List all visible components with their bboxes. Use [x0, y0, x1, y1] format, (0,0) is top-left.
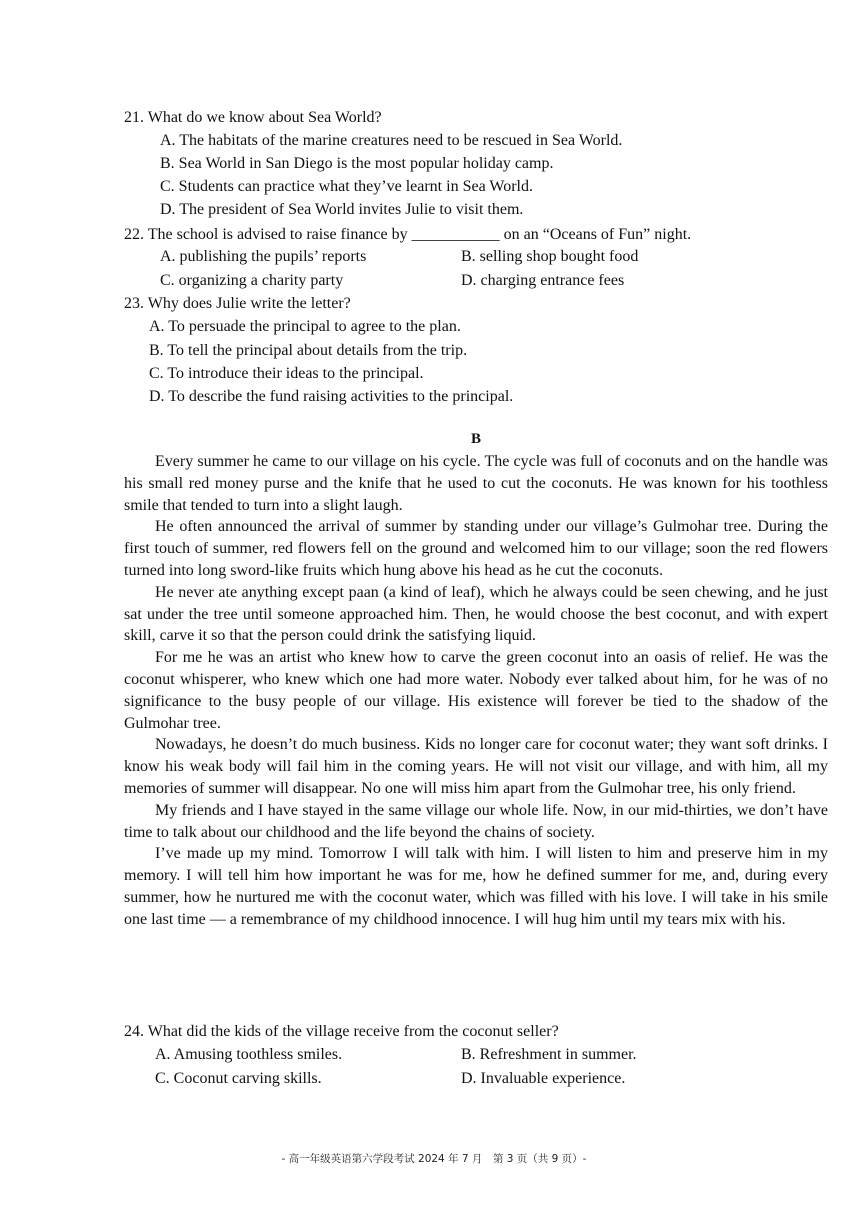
- question-23-option-a: A. To persuade the principal to agree to the plan.: [149, 318, 461, 335]
- question-21-option-a: A. The habitats of the marine creatures need to be rescued in Sea World.: [160, 132, 623, 149]
- question-21-option-b: B. Sea World in San Diego is the most popular holiday camp.: [160, 155, 554, 172]
- question-24-stem: 24. What did the kids of the village receive from the coconut seller?: [124, 1023, 559, 1040]
- question-22-stem: 22. The school is advised to raise finance by ___________ on an “Oceans of Fun” night.: [124, 226, 692, 243]
- passage-paragraph: My friends and I have stayed in the same village our whole life. Now, in our mid-thirties, we don’t have time to talk about our childhood and the life beyond the chains of society.: [124, 801, 828, 841]
- question-23-option-d: D. To describe the fund raising activities to the principal.: [149, 388, 514, 405]
- question-24-option-c: C. Coconut carving skills.: [155, 1070, 322, 1087]
- question-22-option-c: C. organizing a charity party: [160, 272, 344, 289]
- section-b-heading: B: [470, 431, 481, 447]
- section-b-passage: [124, 451, 828, 931]
- question-24-option-a: A. Amusing toothless smiles.: [155, 1046, 343, 1063]
- page-footer: - 高一年级英语第六学段考试 2024 年 7 月 第 3 页（共 9 页）-: [281, 1153, 587, 1165]
- question-21-option-d: D. The president of Sea World invites Julie to visit them.: [160, 201, 524, 218]
- question-21-option-c: C. Students can practice what they’ve learnt in Sea World.: [160, 178, 533, 195]
- passage-paragraph: For me he was an artist who knew how to carve the green coconut into an oasis of relief. He was the coconut whisperer, who knew which one had more water. Nobody ever talked about him, for he was of no significance to the busy people of our village. His existence will forever be tied to the shadow of the Gulmohar tree.: [124, 649, 828, 732]
- passage-paragraph: Every summer he came to our village on his cycle. The cycle was full of coconuts and on the handle was his small red money purse and the knife that he used to cut the coconuts. He was known for his toothless smile that tended to turn into a slight laugh.: [124, 453, 828, 514]
- passage-paragraph: I’ve made up my mind. Tomorrow I will talk with him. I will listen to him and preserve him in my memory. I will tell him how important he was for me, how he defined summer for me, and, during every summer, how he nurtured me with the coconut water, which was filled with his love. I will take in his smile one last time — a remembrance of my childhood innocence. I will hug him until my tears mix with his.: [124, 845, 828, 928]
- question-22-option-d: D. charging entrance fees: [461, 272, 625, 289]
- question-23-stem: 23. Why does Julie write the letter?: [124, 295, 351, 312]
- question-21-stem: 21. What do we know about Sea World?: [124, 109, 382, 126]
- passage-paragraph: Nowadays, he doesn’t do much business. Kids no longer care for coconut water; they want soft drinks. I know his weak body will fail him in the coming years. He will not visit our village, and with him, all my memories of summer will disappear. No one will miss him apart from the Gulmohar tree, his only friend.: [124, 736, 828, 797]
- question-23-option-b: B. To tell the principal about details from the trip.: [149, 342, 468, 359]
- question-22-option-a: A. publishing the pupils’ reports: [160, 248, 367, 265]
- question-24-option-b: B. Refreshment in summer.: [461, 1046, 637, 1063]
- question-24-option-d: D. Invaluable experience.: [461, 1070, 626, 1087]
- passage-paragraph: He never ate anything except paan (a kind of leaf), which he always could be seen chewing, and he just sat under the tree until someone approached him. Then, he would choose the best coconut, and with expert skill, carve it so that the person could drink the satisfying liquid.: [124, 583, 828, 645]
- question-22-option-b: B. selling shop bought food: [461, 248, 639, 265]
- passage-paragraph: He often announced the arrival of summer by standing under our village’s Gulmohar tree. During the first touch of summer, red flowers fell on the ground and welcomed him to our village; soon the red flowers turned into long sword-like fruits which hung above his head as he cut the coconuts.: [124, 518, 828, 579]
- question-23-option-c: C. To introduce their ideas to the principal.: [149, 365, 424, 382]
